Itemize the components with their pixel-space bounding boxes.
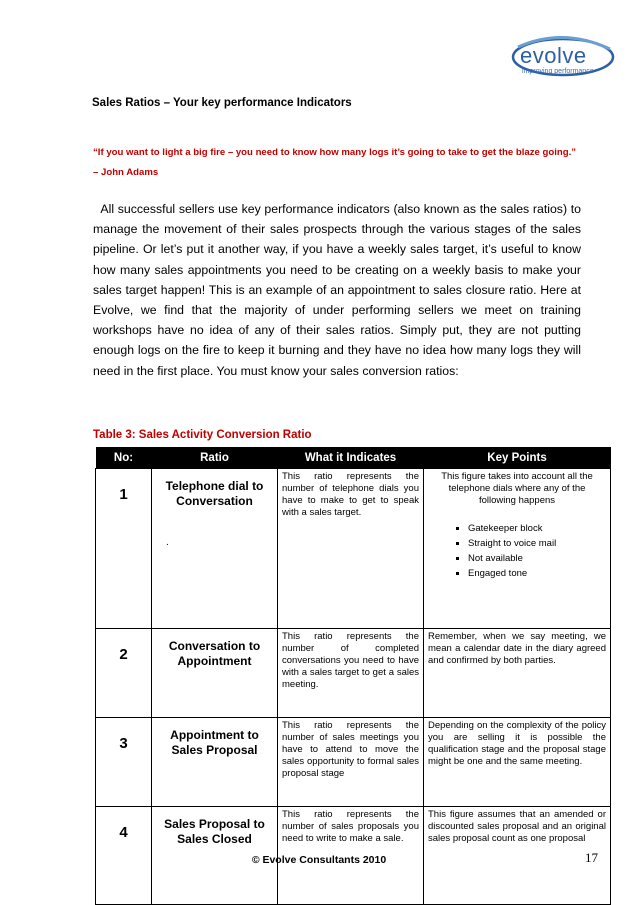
header-indicates: What it Indicates bbox=[278, 447, 424, 469]
footer-copyright: © Evolve Consultants 2010 bbox=[251, 854, 387, 866]
table-caption: Table 3: Sales Activity Conversion Ratio bbox=[93, 429, 312, 441]
row-key-points: Depending on the complexity of the policy you are selling it is possible the qualification stage and the proposal stage might be one and the same meeting. bbox=[424, 718, 611, 807]
header-key-points: Key Points bbox=[424, 447, 611, 469]
quote-author: – John Adams bbox=[93, 167, 159, 178]
evolve-logo bbox=[508, 33, 618, 81]
row-ratio-note: . bbox=[166, 537, 169, 548]
row-number: 2 bbox=[96, 629, 152, 718]
table-header-row bbox=[96, 447, 611, 469]
row-key-points bbox=[424, 469, 611, 629]
list-item: ▪ Straight to voice mail bbox=[468, 536, 606, 551]
section-heading: Sales Ratios – Your key performance Indicators bbox=[92, 97, 352, 109]
list-item: ▪ Engaged tone bbox=[468, 566, 606, 581]
key-points-lead: This figure takes into account all the telephone dials where any of the following happens bbox=[441, 471, 593, 506]
row-number: 3 bbox=[96, 718, 152, 807]
logo-wordmark: evolve bbox=[520, 43, 587, 68]
body-paragraph-text: All successful sellers use key performance indicators (also known as the sales ratios) to manage the movement of their sales prospects through the various stages of the sales pipeline. Or let’s put it another way, if you have a weekly sales target, it’s useful to know how many sales appointments you need to be creating on a weekly basis to make your sales target happen! This is an example of an appointment to sales closure ratio. Here at Evolve, we find that the majority of under performing sellers we meet on training workshops have no idea of any of their sales ratios. Simply put, they are not putting enough logs on the fire to keep it burning and they have no idea how many logs they will need in the first place. You must know your sales conversion ratios: bbox=[93, 202, 581, 378]
list-item: ▪ Gatekeeper block bbox=[468, 521, 606, 536]
table-row bbox=[96, 469, 611, 629]
list-item: ▪ Not available bbox=[468, 551, 606, 566]
row-ratio-label: Telephone dial to Conversation bbox=[165, 479, 264, 508]
row-indicates: This ratio represents the number of completed conversations you need to have with a sales target to get a sales meeting. bbox=[278, 629, 424, 718]
row-number: 4 bbox=[96, 807, 152, 905]
table-row bbox=[96, 629, 611, 718]
header-ratio: Ratio bbox=[152, 447, 278, 469]
row-indicates: This ratio represents the number of sales meetings you have to attend to move the sales opportunity to formal sales proposal stage bbox=[278, 718, 424, 807]
row-ratio: Sales Proposal to Sales Closed bbox=[152, 807, 278, 905]
row-indicates: This ratio represents the number of sales proposals you need to write to make a sale. bbox=[278, 807, 424, 905]
page-number: 17 bbox=[585, 850, 598, 865]
table-row bbox=[96, 718, 611, 807]
row-ratio: Conversation to Appointment bbox=[152, 629, 278, 718]
body-paragraph bbox=[93, 199, 581, 381]
row-number: 1 bbox=[96, 469, 152, 629]
header-no: No: bbox=[96, 447, 152, 469]
quote-text: “If you want to light a big fire – you need to know how many logs it’s going to take to get the blaze going.” bbox=[93, 147, 577, 158]
row-key-points: Remember, when we say meeting, we mean a calendar date in the diary agreed and confirmed by both parties. bbox=[424, 629, 611, 718]
key-points-list bbox=[428, 521, 606, 581]
logo-tagline: improving performance bbox=[522, 68, 594, 75]
conversion-ratio-table bbox=[95, 447, 611, 905]
row-ratio: Appointment to Sales Proposal bbox=[152, 718, 278, 807]
row-indicates: This ratio represents the number of telephone dials you have to make to get to speak with a sales target. bbox=[278, 469, 424, 629]
quote bbox=[93, 143, 583, 183]
row-key-points: This figure assumes that an amended or discounted sales proposal and an original sales proposal count as one proposal bbox=[424, 807, 611, 905]
row-ratio bbox=[152, 469, 278, 629]
